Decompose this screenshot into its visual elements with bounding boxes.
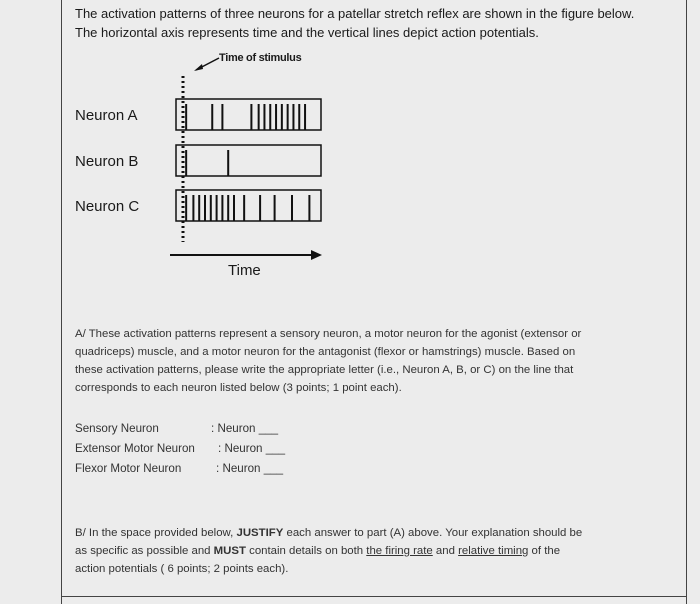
part-a-line-2: quadriceps) muscle, and a motor neuron for the antagonist (flexor or hamstrings) muscle. Based on [75, 346, 576, 358]
part-a-line-1: A/ These activation patterns represent a sensory neuron, a motor neuron for the agonist (extensor or [75, 328, 582, 340]
stimulus-pointer-arrowhead [194, 64, 203, 71]
part-a-line-4: corresponds to each neuron listed below (3 points; 1 point each). [75, 382, 402, 394]
part-b-line-3: action potentials ( 6 points; 2 points each). [75, 563, 289, 575]
intro-line-2: The horizontal axis represents time and the vertical lines depict action potentials. [75, 25, 539, 40]
response-extensor-blank[interactable]: : Neuron ___ [218, 442, 286, 455]
neuron-c-label: Neuron C [75, 198, 140, 215]
response-flexor-label: Flexor Motor Neuron [75, 462, 182, 475]
part-b-line-1: B/ In the space provided below, JUSTIFY each answer to part (A) above. Your explanation should be [75, 527, 583, 539]
neuron-a-label: Neuron A [75, 107, 138, 124]
time-axis-label: Time [228, 262, 261, 279]
neuron-b-label: Neuron B [75, 153, 139, 170]
intro-line-1: The activation patterns of three neurons for a patellar stretch reflex are shown in the figure below. [75, 6, 635, 21]
response-sensory-label: Sensory Neuron [75, 422, 159, 435]
part-a-line-3: these activation patterns, please write the appropriate letter (i.e., Neuron A, B, or C) on the line that [75, 364, 574, 376]
time-axis-arrowhead [311, 250, 322, 260]
stimulus-label: Time of stimulus [219, 52, 302, 64]
activation-diagram [0, 0, 700, 300]
neuron-b-box [176, 145, 321, 176]
response-sensory-blank[interactable]: : Neuron ___ [211, 422, 279, 435]
page-border-bottom [61, 596, 687, 597]
neuron-c-box [176, 190, 321, 221]
part-b-line-2: as specific as possible and MUST contain details on both the firing rate and relative timing of the [75, 545, 561, 557]
response-flexor-blank[interactable]: : Neuron ___ [216, 462, 284, 475]
response-extensor-label: Extensor Motor Neuron [75, 442, 195, 455]
